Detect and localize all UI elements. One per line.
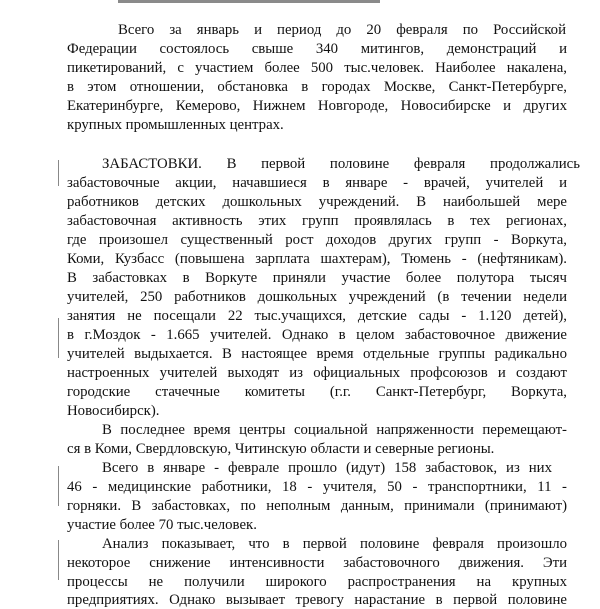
- paragraph-strikes-line: учителей, 250 работников дошкольных учреждений (в течении недели: [67, 289, 567, 305]
- paragraph-rallies-line: в этом отношении, обстановка в городах Москве, Санкт-Петербурге,: [67, 79, 567, 95]
- paragraph-strikes-line: занятия не посещали 22 тыс.учащихся, детские сады - 1.120 детей),: [67, 308, 567, 324]
- paragraph-tension-line: ся в Коми, Свердловскую, Читинскую области и северные регионы.: [67, 441, 495, 457]
- paragraph-strikes-line: ЗАБАСТОВКИ. В первой половине февраля продолжались: [102, 156, 580, 172]
- paragraph-strikes-line: в г.Моздок - 1.665 учителей. Однако в целом забастовочное движение: [67, 327, 567, 343]
- margin-mark: [58, 466, 59, 506]
- paragraph-strikes-line: учителей выдыхается. В настоящее время отдельные группы радикально: [67, 346, 567, 362]
- paragraph-rallies-line: пикетирований, с участием более 500 тыс.человек. Наиболее накалена,: [67, 60, 567, 76]
- paragraph-count-line: горняки. В забастовках, по неполным данным, принимали (принимают): [67, 498, 567, 514]
- header-rule: [118, 0, 380, 3]
- paragraph-strikes-line: городские стачечные комитеты (г.г. Санкт-Петербург, Воркута,: [67, 384, 567, 400]
- paragraph-analysis-line: предприятиях. Однако вызывает тревогу нарастание в первой половине: [67, 592, 567, 608]
- paragraph-tension-line: В последнее время центры социальной напряженности перемещают-: [102, 422, 567, 438]
- paragraph-strikes-line: Коми, Кузбасс (повышена зарплата шахтерам), Тюмень - (нефтяникам).: [67, 251, 567, 267]
- paragraph-strikes-line: забастовочные акции, начавшиеся в январе - врачей, учителей и: [67, 175, 567, 191]
- paragraph-strikes-line: работников детских дошкольных учреждений. В наибольшей мере: [67, 194, 567, 210]
- paragraph-count-line: 46 - медицинские работники, 18 - учителя, 50 - транспортники, 11 -: [67, 479, 567, 495]
- paragraph-count-line: Всего в январе - феврале прошло (идут) 158 забастовок, из них: [102, 460, 552, 476]
- margin-mark: [58, 318, 59, 358]
- paragraph-rallies-line: крупных промышленных центрах.: [67, 117, 284, 133]
- paragraph-rallies-line: Екатеринбурге, Кемерово, Нижнем Новгороде, Новосибирске и других: [67, 98, 567, 114]
- margin-mark: [58, 160, 59, 186]
- paragraph-rallies-line: Федерации состоялось свыше 340 митингов, демонстраций и: [67, 41, 567, 57]
- margin-mark: [58, 540, 59, 580]
- paragraph-analysis-line: некоторое снижение интенсивности забастовочного движения. Эти: [67, 555, 567, 571]
- paragraph-strikes-line: В забастовках в Воркуте приняли участие более полутора тысяч: [67, 270, 567, 286]
- paragraph-strikes-line: забастовочная активность этих групп проявлялась в тех регионах,: [67, 213, 567, 229]
- paragraph-rallies-line: Всего за январь и период до 20 февраля по Российской: [118, 22, 566, 38]
- paragraph-strikes-line: где произошел существенный рост доходов других групп - Воркута,: [67, 232, 567, 248]
- paragraph-count-line: участие более 70 тыс.человек.: [67, 517, 257, 533]
- paragraph-analysis-line: Анализ показывает, что в первой половине февраля произошло: [102, 536, 567, 552]
- paragraph-strikes-line: Новосибирск).: [67, 403, 160, 419]
- paragraph-analysis-line: процессы не получили широкого распространения на крупных: [67, 574, 567, 590]
- paragraph-strikes-line: настроенных учителей выходят из официальных профсоюзов и создают: [67, 365, 567, 381]
